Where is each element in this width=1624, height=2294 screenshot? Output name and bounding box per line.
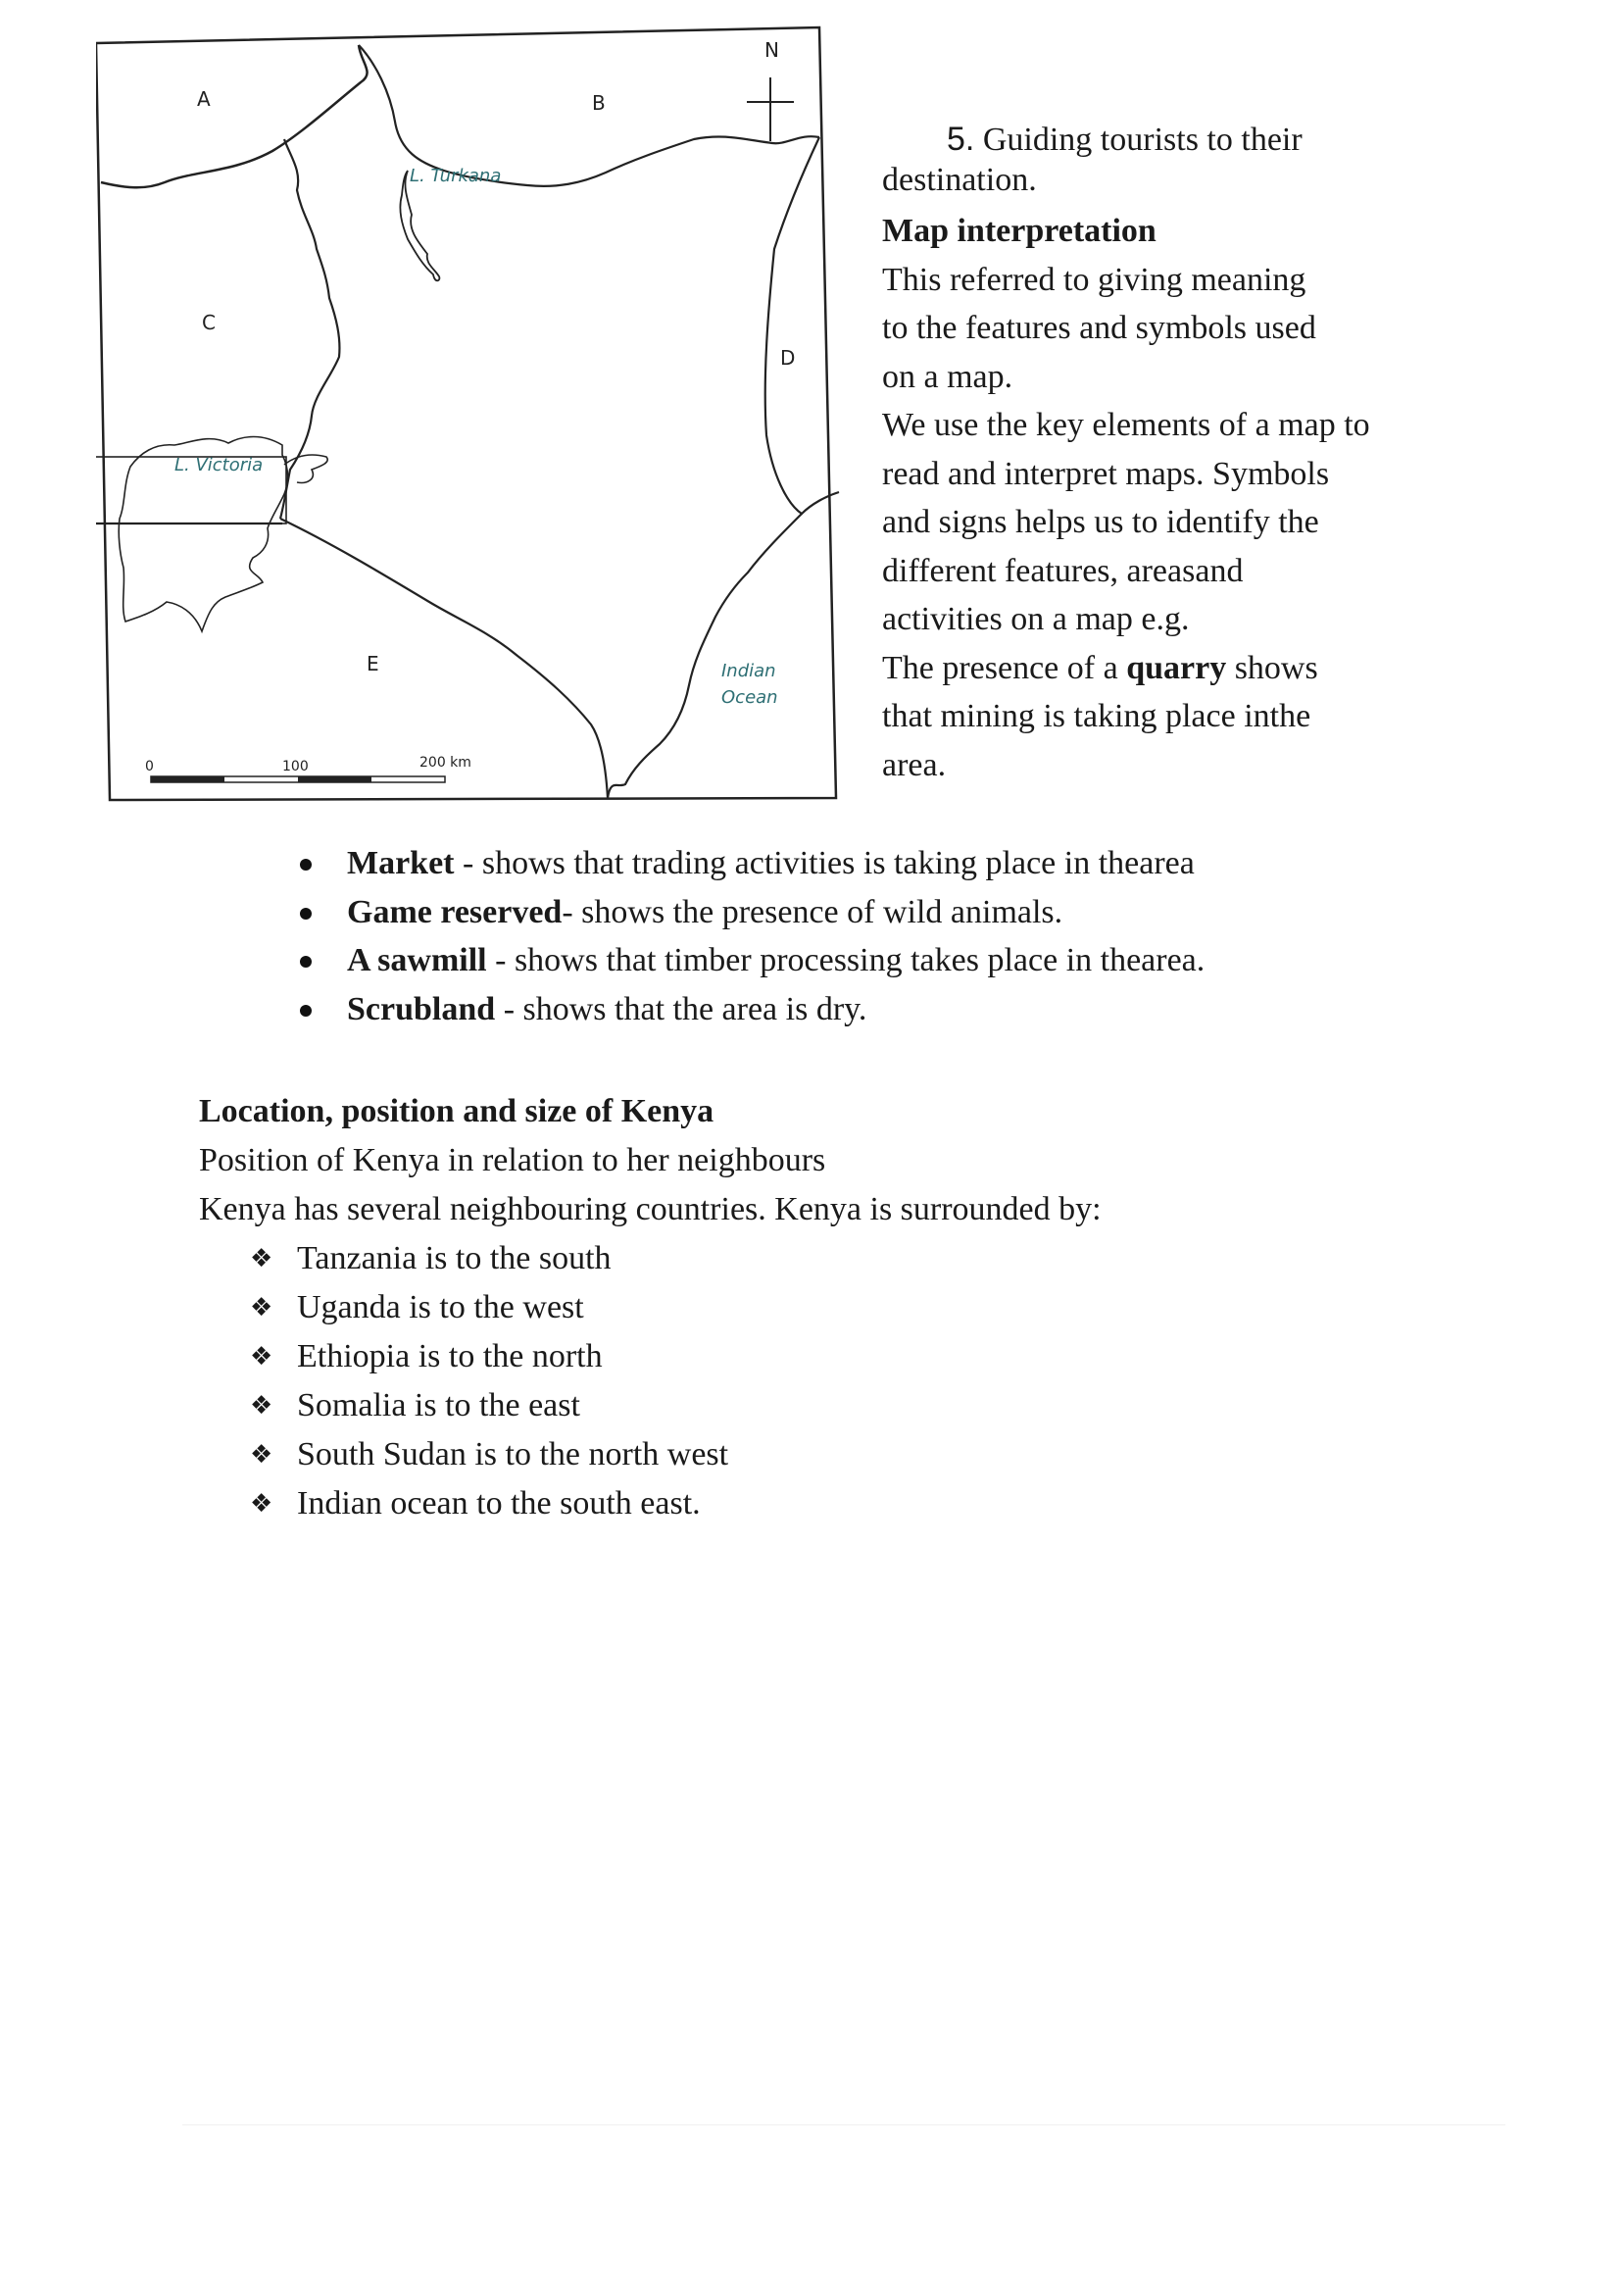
- list-item: [199, 1332, 1473, 1381]
- item-text-2: destination.: [882, 161, 1037, 198]
- item-text-1: Guiding tourists to their: [982, 122, 1303, 158]
- bullet-desc: - shows that timber processing takes place in thearea.: [486, 942, 1206, 978]
- bullet-desc: - shows that the area is dry.: [495, 990, 867, 1027]
- neighbour-text: South Sudan is to the north west: [297, 1436, 729, 1472]
- neighbour-text: Uganda is to the west: [297, 1289, 584, 1325]
- quarry-line-3: area.: [882, 746, 947, 783]
- bullet-desc: - shows that trading activities is taking place in thearea: [454, 845, 1195, 881]
- lake-victoria-label: L. Victoria: [174, 455, 264, 475]
- lake-turkana-label: L. Turkana: [410, 166, 502, 186]
- quarry-line-2: that mining is taking place inthe: [882, 698, 1311, 734]
- list-item: [199, 1479, 1473, 1528]
- list-item: [294, 839, 1470, 888]
- section-subtitle: Position of Kenya in relation to her neighbours: [199, 1142, 826, 1178]
- diamond-bullet-icon: ❖: [250, 1440, 273, 1470]
- neighbour-list: [199, 1234, 1473, 1528]
- paragraph-line: and signs helps us to identify the: [882, 504, 1319, 540]
- map-label-c: C: [202, 311, 216, 334]
- map-label-e: E: [367, 652, 379, 675]
- bullet-desc: - shows the presence of wild animals.: [562, 893, 1063, 930]
- bullet-term: Scrubland: [347, 990, 496, 1027]
- map-label-a: A: [197, 87, 211, 111]
- list-item: [294, 888, 1470, 937]
- kenya-section: [199, 1087, 1473, 1528]
- section-intro: Kenya has several neighbouring countries. Kenya is surrounded by:: [199, 1191, 1102, 1227]
- neighbour-text: Ethiopia is to the north: [297, 1338, 603, 1374]
- lake-turkana-shape: [400, 171, 439, 280]
- side-text: [882, 116, 1470, 789]
- list-item: [199, 1381, 1473, 1430]
- section-title: Location, position and size of Kenya: [199, 1093, 714, 1129]
- map-interpretation-heading: Map interpretation: [882, 213, 1156, 249]
- diamond-bullet-icon: ❖: [250, 1342, 273, 1371]
- diamond-bullet-icon: ❖: [250, 1391, 273, 1421]
- paragraph-line: different features, areasand: [882, 552, 1244, 589]
- quarry-post: shows: [1226, 649, 1318, 686]
- diamond-bullet-icon: ❖: [250, 1244, 273, 1273]
- bullet-term: Market: [347, 845, 455, 881]
- list-item: [199, 1234, 1473, 1283]
- scale-label-200: 200 km: [419, 755, 471, 771]
- diamond-bullet-icon: ❖: [250, 1489, 273, 1519]
- list-item: [199, 1283, 1473, 1332]
- list-item: [199, 1430, 1473, 1479]
- list-item: [294, 985, 1470, 1034]
- item-number: 5.: [947, 121, 975, 158]
- paragraph-line: to the features and symbols used: [882, 310, 1316, 346]
- diamond-bullet-icon: ❖: [250, 1293, 273, 1322]
- map-label-d: D: [780, 346, 796, 370]
- neighbour-text: Tanzania is to the south: [297, 1240, 612, 1276]
- paragraph-line: read and interpret maps. Symbols: [882, 455, 1330, 492]
- paragraph-line: on a map.: [882, 358, 1013, 395]
- scale-bar-segment-1: [151, 776, 224, 782]
- border-a-c: [101, 45, 368, 187]
- scale-label-100: 100: [282, 759, 309, 774]
- map-label-b: B: [592, 91, 606, 115]
- scale-label-0: 0: [145, 759, 154, 774]
- kenya-map: [96, 24, 841, 808]
- bullet-term: Game reserved: [347, 893, 563, 930]
- neighbour-text: Indian ocean to the south east.: [297, 1485, 701, 1521]
- symbol-bullet-list: [294, 839, 1470, 1033]
- paragraph-line: This referred to giving meaning: [882, 261, 1306, 298]
- neighbour-text: Somalia is to the east: [297, 1387, 580, 1423]
- north-label: N: [764, 38, 779, 62]
- ocean-label: Ocean: [721, 687, 778, 708]
- coastline: [608, 514, 802, 798]
- list-item: [294, 936, 1470, 985]
- quarry-pre: The presence of a: [882, 649, 1127, 686]
- bullet-term: A sawmill: [347, 942, 487, 978]
- quarry-term: quarry: [1126, 649, 1227, 686]
- footer-divider: [182, 2124, 1505, 2125]
- map-frame: [96, 27, 836, 800]
- indian-label: Indian: [721, 661, 776, 681]
- kenya-map-svg: [96, 24, 841, 808]
- scale-bar-segment-2: [298, 776, 371, 782]
- paragraph-line: activities on a map e.g.: [882, 601, 1190, 637]
- paragraph-line: We use the key elements of a map to: [882, 407, 1370, 443]
- quarry-line: [882, 644, 1470, 693]
